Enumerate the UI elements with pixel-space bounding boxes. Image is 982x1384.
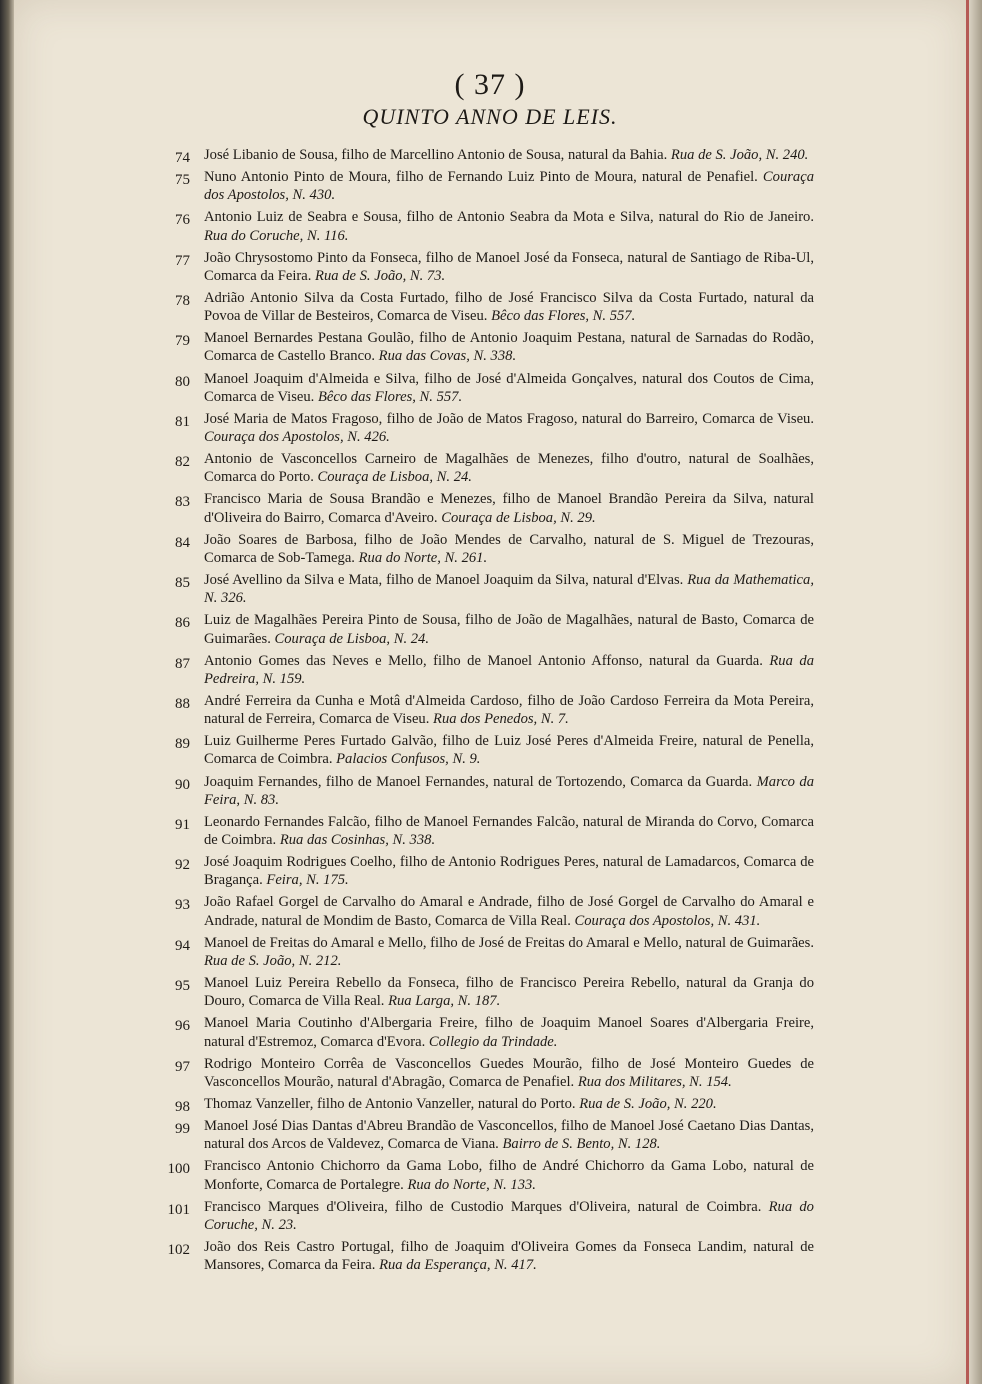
entry-address: Couraça dos Apostolos, N. 431. xyxy=(574,912,761,929)
entry-address: Rua de S. João, N. 240. xyxy=(670,147,809,163)
entry-number: 100 xyxy=(167,1161,190,1178)
list-item xyxy=(150,490,814,526)
entry-number: 99 xyxy=(175,1121,190,1138)
entry-number: 78 xyxy=(175,292,190,309)
entry-description: João dos Reis Castro Portugal, filho de Joaquim d'Oliveira Gomes da Fonseca Landim, natural de Mansores, Comarca da Feira. xyxy=(204,1238,814,1274)
page-header xyxy=(14,68,966,102)
list-item xyxy=(150,1055,814,1091)
entry-text xyxy=(204,1014,814,1050)
entry-number: 96 xyxy=(175,1018,190,1035)
list-item xyxy=(150,813,814,849)
entry-address: Rua de S. João, N. 220. xyxy=(579,1095,717,1112)
page-edge-right xyxy=(969,0,982,1384)
entry-text xyxy=(204,1238,814,1274)
entry-number: 95 xyxy=(175,978,190,995)
entry-number: 77 xyxy=(175,252,190,269)
entry-text xyxy=(204,813,814,849)
entry-description: Thomaz Vanzeller, filho de Antonio Vanzeller, natural do Porto. xyxy=(204,1095,576,1112)
list-item xyxy=(150,329,814,365)
entry-text xyxy=(204,329,814,365)
entry-text xyxy=(204,208,814,244)
entry-text xyxy=(204,146,814,164)
section-title: QUINTO ANNO DE LEIS. xyxy=(362,104,618,129)
entry-text xyxy=(204,168,814,204)
entry-list xyxy=(150,146,814,1278)
entry-text xyxy=(204,1117,814,1153)
list-item xyxy=(150,1198,814,1234)
list-item xyxy=(150,289,814,325)
list-item xyxy=(150,934,814,970)
list-item xyxy=(150,1238,814,1274)
entry-number: 101 xyxy=(167,1201,190,1218)
entry-text xyxy=(204,1198,814,1234)
entry-address: Rua das Covas, N. 338. xyxy=(378,348,517,365)
entry-description: José Libanio de Sousa, filho de Marcellino Antonio de Sousa, natural da Bahia. xyxy=(204,147,668,163)
entry-address: Rua do Coruche, N. 116. xyxy=(204,227,349,244)
entry-number: 79 xyxy=(175,333,190,350)
entry-number: 86 xyxy=(175,615,190,632)
entry-text xyxy=(204,611,814,647)
entry-number: 74 xyxy=(175,150,190,166)
entry-address: Marco da Feira, N. 83. xyxy=(204,773,814,808)
entry-description: Manoel Luiz Pereira Rebello da Fonseca, filho de Francisco Pereira Rebello, natural da Granja do Douro, Comarca de Villa Real. xyxy=(204,975,814,1010)
entry-number: 94 xyxy=(175,937,190,954)
entry-text xyxy=(204,410,814,446)
list-item xyxy=(150,1014,814,1050)
entry-number: 76 xyxy=(175,212,190,229)
entry-description: André Ferreira da Cunha e Motâ d'Almeida Cardoso, filho de João Cardoso Ferreira da Mota Pereira, natural de Ferreira, Comarca de Viseu. xyxy=(204,692,814,728)
list-item xyxy=(150,208,814,244)
entry-address: Feira, N. 175. xyxy=(266,872,349,889)
entry-text xyxy=(204,974,814,1010)
entry-description: Adrião Antonio Silva da Costa Furtado, filho de José Francisco Silva da Costa Furtado, natural da Povoa de Villar de Besteiros, Comarca de Viseu. xyxy=(204,289,814,325)
entry-number: 91 xyxy=(175,816,190,833)
entry-text xyxy=(204,692,814,728)
list-item xyxy=(150,773,814,809)
entry-text xyxy=(204,1055,814,1091)
entry-description: Manoel Bernardes Pestana Goulão, filho de Antonio Joaquim Pestana, natural de Sarnadas do Rodão, Comarca de Castello Branco. xyxy=(204,330,814,365)
entry-number: 88 xyxy=(175,695,190,712)
entry-description: José Joaquim Rodrigues Coelho, filho de Antonio Rodrigues Peres, natural de Lamadarcos, Comarca de Bragança. xyxy=(204,854,814,889)
entry-text xyxy=(204,934,814,970)
entry-description: Francisco Maria de Sousa Brandão e Menezes, filho de Manoel Brandão Pereira da Silva, natural d'Oliveira do Bairro, Comarca d'Aveiro. xyxy=(204,491,814,526)
entry-description: Luiz de Magalhães Pereira Pinto de Sousa, filho de João de Magalhães, natural de Basto, Comarca de Guimarães. xyxy=(204,612,814,647)
entry-description: Antonio Luiz de Seabra e Sousa, filho de Antonio Seabra da Mota e Silva, natural do Rio de Janeiro. xyxy=(204,209,814,226)
list-item xyxy=(150,370,814,406)
entry-address: Rua dos Penedos, N. 7. xyxy=(433,711,569,728)
entry-number: 97 xyxy=(175,1058,190,1075)
entry-description: Luiz Guilherme Peres Furtado Galvão, filho de Luiz José Peres d'Almeida Freire, natural de Penella, Comarca de Coimbra. xyxy=(204,733,814,768)
entry-address: Rua da Pedreira, N. 159. xyxy=(204,652,814,687)
entry-text xyxy=(204,1157,814,1193)
entry-address: Couraça de Lisboa, N. 29. xyxy=(441,509,596,526)
entry-text xyxy=(204,853,814,889)
entry-text xyxy=(204,571,814,607)
entry-number: 83 xyxy=(175,494,190,511)
entry-description: Antonio Gomes das Neves e Mello, filho de Manoel Antonio Affonso, natural da Guarda. xyxy=(204,652,763,669)
entry-text xyxy=(204,773,814,809)
entry-address: Rua do Coruche, N. 23. xyxy=(204,1198,814,1233)
entry-address: Collegio da Trindade. xyxy=(428,1033,558,1050)
entry-description: Francisco Marques d'Oliveira, filho de Custodio Marques d'Oliveira, natural de Coimbra. xyxy=(204,1198,762,1215)
entry-address: Bêco das Flores, N. 557. xyxy=(491,308,636,325)
entry-number: 102 xyxy=(167,1241,190,1258)
list-item xyxy=(150,853,814,889)
list-item xyxy=(150,611,814,647)
entry-text xyxy=(204,531,814,567)
entry-text xyxy=(204,732,814,768)
list-item xyxy=(150,168,814,204)
entry-number: 89 xyxy=(175,736,190,753)
list-item xyxy=(150,1157,814,1193)
entry-description: Francisco Antonio Chichorro da Gama Lobo, filho de André Chichorro da Gama Lobo, natural de Monforte, Comarca de Portalegre. xyxy=(204,1158,814,1193)
entry-description: Joaquim Fernandes, filho de Manoel Fernandes, natural de Tortozendo, Comarca da Guarda. xyxy=(204,773,753,790)
entry-description: Nuno Antonio Pinto de Moura, filho de Fernando Luiz Pinto de Moura, natural de Penafiel. xyxy=(204,169,758,186)
entry-description: José Avellino da Silva e Mata, filho de Manoel Joaquim da Silva, natural d'Elvas. xyxy=(204,572,684,589)
list-item xyxy=(150,652,814,688)
page-number: ( 37 ) xyxy=(454,68,526,101)
entry-address: Rua da Esperança, N. 417. xyxy=(379,1257,537,1274)
entry-text xyxy=(204,289,814,325)
entry-address: Palacios Confusos, N. 9. xyxy=(336,751,481,768)
list-item xyxy=(150,146,814,164)
entry-number: 90 xyxy=(175,776,190,793)
entry-description: Manoel Maria Coutinho d'Albergaria Freire, filho de Joaquim Manoel Soares d'Albergaria Freire, natural d'Estremoz, Comarca d'Evora. xyxy=(204,1015,814,1050)
entry-address: Rua do Norte, N. 261. xyxy=(358,549,488,566)
entry-description: José Maria de Matos Fragoso, filho de João de Matos Fragoso, natural do Barreiro, Comarca de Viseu. xyxy=(204,410,814,427)
entry-text xyxy=(204,450,814,486)
list-item xyxy=(150,692,814,728)
entry-address: Bêco das Flores, N. 557. xyxy=(317,388,463,405)
entry-number: 82 xyxy=(175,454,190,471)
entry-address: Bairro de S. Bento, N. 128. xyxy=(502,1136,661,1153)
entry-text xyxy=(204,370,814,406)
list-item xyxy=(150,531,814,567)
list-item xyxy=(150,974,814,1010)
entry-text xyxy=(204,490,814,526)
entry-number: 98 xyxy=(175,1098,190,1115)
entry-description: Manoel José Dias Dantas d'Abreu Brandão de Vasconcellos, filho de Manoel José Caetano Dias Dantas, natural dos Arcos de Valdevez, Comarca de Viana. xyxy=(204,1118,814,1153)
list-item xyxy=(150,1117,814,1153)
entry-address: Rua Larga, N. 187. xyxy=(388,993,501,1010)
entry-address: Rua de S. João, N. 73. xyxy=(315,267,446,284)
list-item xyxy=(150,571,814,607)
entry-address: Rua do Norte, N. 133. xyxy=(407,1176,536,1193)
entry-address: Rua de S. João, N. 212. xyxy=(204,952,342,969)
entry-description: Manoel de Freitas do Amaral e Mello, filho de José de Freitas do Amaral e Mello, natural de Guimarães. xyxy=(204,934,814,951)
list-item xyxy=(150,450,814,486)
entry-number: 87 xyxy=(175,655,190,672)
entry-number: 81 xyxy=(175,413,190,430)
list-item xyxy=(150,1095,814,1113)
entry-description: Manoel Joaquim d'Almeida e Silva, filho de José d'Almeida Gonçalves, natural dos Coutos de Cima, Comarca de Viseu. xyxy=(204,370,814,405)
entry-number: 92 xyxy=(175,857,190,874)
entry-description: Leonardo Fernandes Falcão, filho de Manoel Fernandes Falcão, natural de Miranda do Corvo, Comarca de Coimbra. xyxy=(204,813,814,849)
entry-number: 75 xyxy=(175,172,190,189)
entry-number: 85 xyxy=(175,575,190,592)
entry-number: 93 xyxy=(175,897,190,914)
entry-text xyxy=(204,249,814,285)
list-item xyxy=(150,410,814,446)
entry-description: Antonio de Vasconcellos Carneiro de Magalhães de Menezes, filho d'outro, natural de Soalhães, Comarca do Porto. xyxy=(204,451,814,486)
entry-address: Couraça dos Apostolos, N. 430. xyxy=(204,169,814,204)
entry-address: Rua da Mathematica, N. 326. xyxy=(204,572,814,607)
list-item xyxy=(150,893,814,929)
entry-text xyxy=(204,893,814,929)
entry-description: Rodrigo Monteiro Corrêa de Vasconcellos Guedes Mourão, filho de José Monteiro Guedes de Vasconcellos Mourão, natural d'Abragão, Comarca de Penafiel. xyxy=(204,1055,814,1090)
entry-text xyxy=(204,1095,814,1113)
entry-text xyxy=(204,652,814,688)
entry-number: 84 xyxy=(175,534,190,551)
entry-address: Couraça de Lisboa, N. 24. xyxy=(274,630,429,647)
list-item xyxy=(150,732,814,768)
book-spine-shadow xyxy=(0,0,14,1384)
entry-description: João Chrysostomo Pinto da Fonseca, filho de Manoel José da Fonseca, natural de Santiago de Riba-Ul, Comarca da Feira. xyxy=(204,249,814,284)
entry-description: João Rafael Gorgel de Carvalho do Amaral e Andrade, filho de José Gorgel de Carvalho do Amaral e Andrade, natural de Mondim de Basto, Comarca de Villa Real. xyxy=(204,894,814,929)
entry-address: Couraça de Lisboa, N. 24. xyxy=(317,469,472,486)
entry-address: Couraça dos Apostolos, N. 426. xyxy=(204,429,390,446)
entry-address: Rua das Cosinhas, N. 338. xyxy=(279,832,436,849)
entry-address: Rua dos Militares, N. 154. xyxy=(577,1073,732,1090)
list-item xyxy=(150,249,814,285)
entry-description: João Soares de Barbosa, filho de João Mendes de Carvalho, natural de S. Miguel de Trezouras, Comarca de Sob-Tamega. xyxy=(204,531,814,566)
entry-number: 80 xyxy=(175,373,190,390)
